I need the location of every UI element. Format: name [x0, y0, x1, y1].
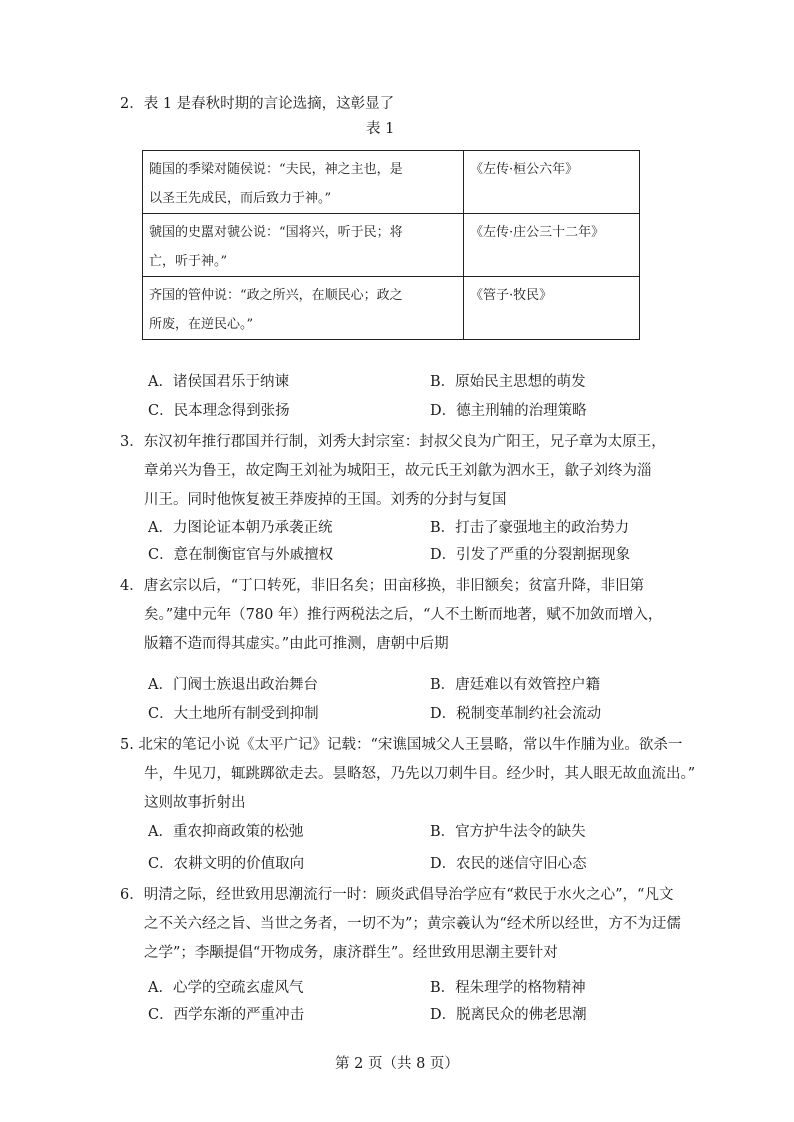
table-row: [143, 277, 640, 340]
page-number-footer: 第 2 页（共 8 页）: [335, 1056, 459, 1072]
q3-option-d[interactable]: D．引发了严重的分裂割据现象: [430, 547, 631, 563]
q5-stem-line: 这则故事折射出: [144, 795, 246, 811]
table-row: [143, 214, 640, 277]
quote-line: 所废，在逆民心。”: [149, 317, 254, 332]
quote-line: 以圣王先成民，而后致力于神。”: [149, 191, 332, 206]
q5-stem-line: 牛，牛见刀，辄跳踯欲走去。昙略怒，乃先以刀刺牛目。经少时，其人眼无故血流出。”: [144, 766, 696, 782]
quote-line: 齐国的管仲说：“政之所兴，在顺民心；政之: [149, 288, 403, 303]
quote-cell: [143, 277, 464, 340]
q3-stem: [120, 428, 666, 515]
q3-stem-line: 3．东汉初年推行郡国并行制，刘秀大封宗室：封叔父良为广阳王，兄子章为太原王，: [120, 434, 666, 450]
q3-option-c[interactable]: C．意在制衡宦官与外戚擅权: [148, 547, 334, 563]
q2-option-b[interactable]: B．原始民主思想的萌发: [430, 374, 586, 390]
q5-stem-line: 5. 北宋的笔记小说《太平广记》记载：“宋谯国城父人王昙略，常以牛作脯为业。欲杀一: [120, 737, 683, 753]
table-row: [143, 151, 640, 214]
q6-option-b[interactable]: B．程朱理学的格物精神: [430, 980, 586, 996]
q5-option-d[interactable]: D．农民的迷信守旧心态: [430, 856, 587, 872]
q6-option-d[interactable]: D．脱离民众的佛老思潮: [430, 1007, 587, 1023]
q4-stem: [120, 572, 662, 659]
q6-option-c[interactable]: C．西学东渐的严重冲击: [148, 1007, 305, 1023]
q4-option-d[interactable]: D．税制变革制约社会流动: [430, 706, 602, 722]
table-caption: 表 1: [366, 121, 395, 137]
quote-table: [142, 150, 640, 340]
q6-stem-line: 之学”；李颙提倡“开物成务，康济群生”。经世致用思潮主要针对: [144, 945, 558, 961]
q2-stem: [120, 90, 394, 119]
q3-stem-line: 川王。同时他恢复被王莽废掉的王国。刘秀的分封与复国: [144, 492, 507, 508]
q4-stem-line: 版籍不造而得其虚实。”由此可推测，唐朝中后期: [144, 636, 449, 652]
source-cell: 《左传·桓公六年》: [464, 151, 640, 214]
quote-cell: [143, 214, 464, 277]
q5-option-c[interactable]: C．农耕文明的价值取向: [148, 856, 305, 872]
q3-option-b[interactable]: B．打击了豪强地主的政治势力: [430, 520, 630, 536]
quote-line: 亡，听于神。”: [149, 254, 228, 269]
q6-stem-line: 之不关六经之旨、当世之务者，一切不为”；黄宗羲认为“经术所以经世，方不为迂儒: [144, 916, 681, 932]
q6-stem: [120, 881, 681, 968]
q4-option-b[interactable]: B．唐廷难以有效管控户籍: [430, 677, 601, 693]
source-cell: 《左传·庄公三十二年》: [464, 214, 640, 277]
quote-line: 虢国的史嚚对虢公说：“国将兴，听于民；将: [149, 225, 403, 240]
q4-option-c[interactable]: C．大土地所有制受到抑制: [148, 706, 319, 722]
q4-stem-line: 4．唐玄宗以后，“丁口转死，非旧名矣；田亩移换，非旧额矣；贫富升降，非旧第: [120, 578, 645, 594]
q6-stem-line: 6．明清之际，经世致用思潮流行一时：顾炎武倡导治学应有“救民于水火之心”，“凡文: [120, 887, 674, 903]
q2-option-c[interactable]: C．民本理念得到张扬: [148, 403, 290, 419]
q6-option-a[interactable]: A．心学的空疏玄虚风气: [148, 980, 304, 996]
q5-stem: [120, 731, 695, 818]
q2-option-d[interactable]: D．德主刑辅的治理策略: [430, 403, 587, 419]
q5-option-a[interactable]: A．重农抑商政策的松弛: [148, 824, 304, 840]
q4-stem-line: 矣。”建中元年（780 年）推行两税法之后，“人不土断而地著，赋不加敛而增入，: [144, 607, 663, 623]
q2-stem-line: 2．表 1 是春秋时期的言论选摘，这彰显了: [120, 96, 395, 112]
q5-option-b[interactable]: B．官方护牛法令的缺失: [430, 824, 586, 840]
quote-cell: [143, 151, 464, 214]
q3-option-a[interactable]: A．力图论证本朝乃承袭正统: [148, 520, 333, 536]
q2-option-a[interactable]: A．诸侯国君乐于纳谏: [148, 374, 289, 390]
q3-stem-line: 章弟兴为鲁王，故定陶王刘祉为城阳王，故元氏王刘歙为泗水王，歙子刘终为淄: [144, 463, 652, 479]
quote-line: 随国的季梁对随侯说：“夫民，神之主也，是: [149, 162, 403, 177]
q4-option-a[interactable]: A．门阀士族退出政治舞台: [148, 677, 318, 693]
source-cell: 《管子·牧民》: [464, 277, 640, 340]
